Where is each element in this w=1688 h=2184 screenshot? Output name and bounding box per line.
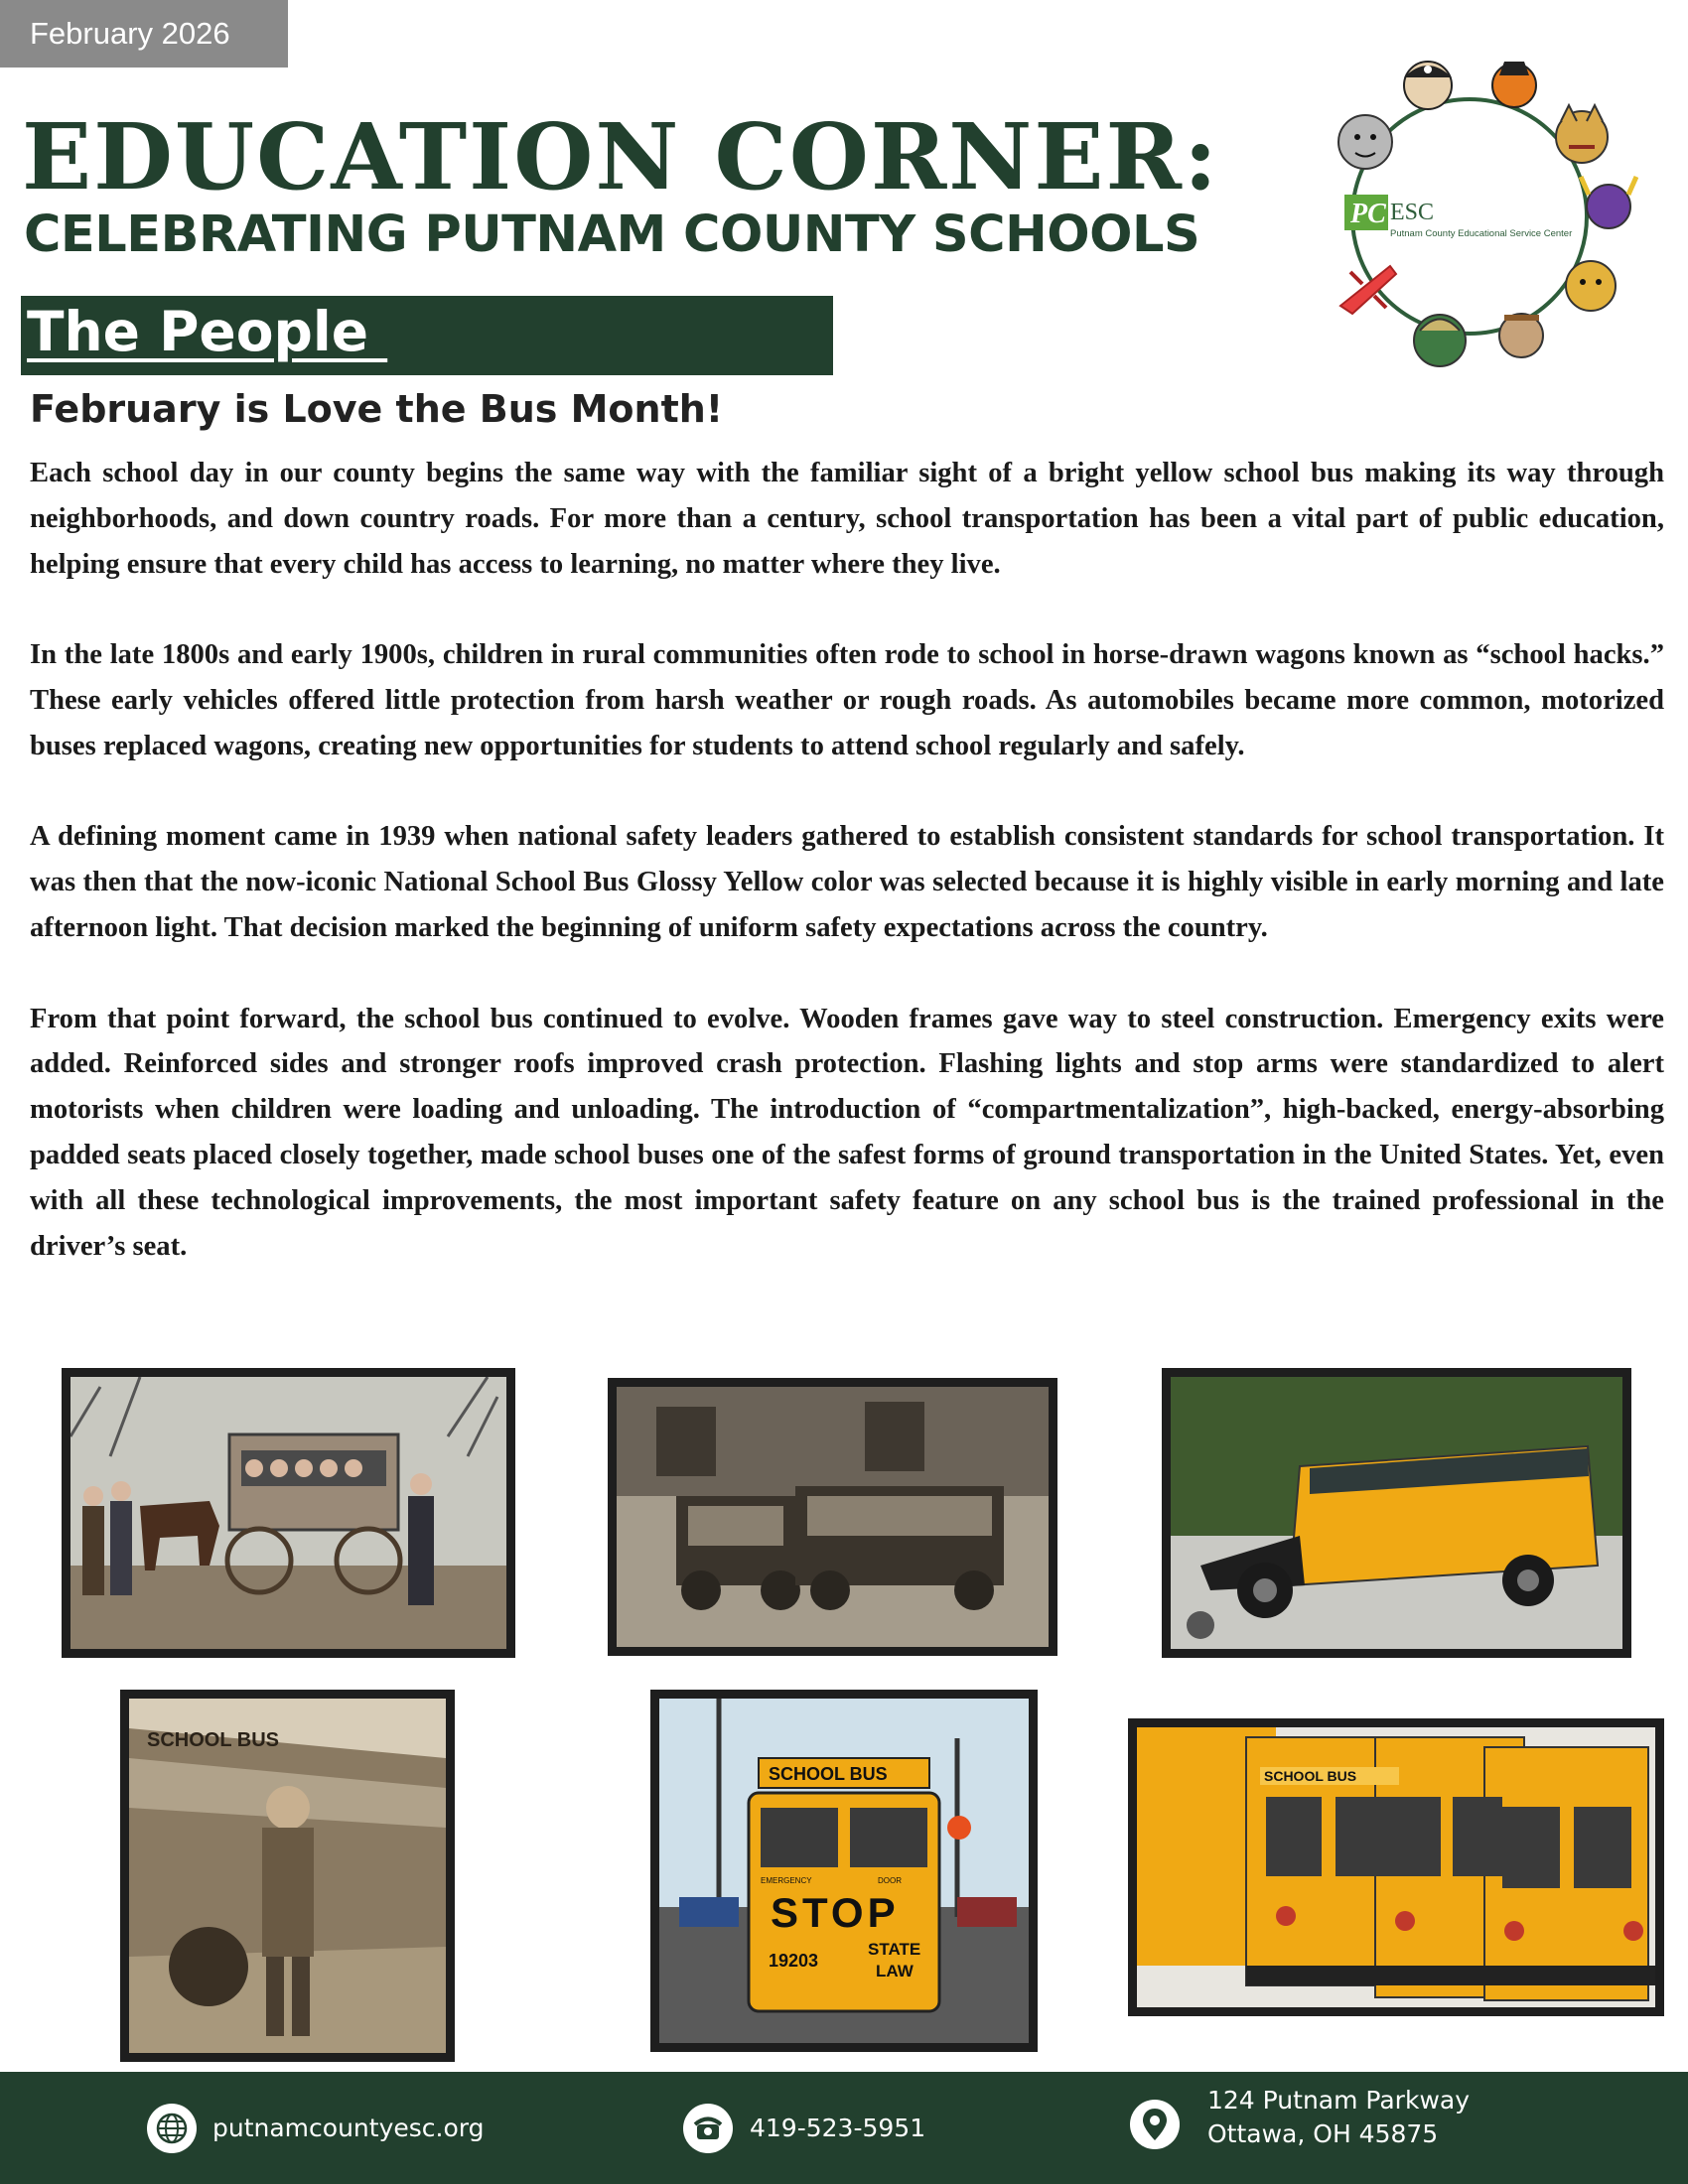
newsletter-subtitle: CELEBRATING PUTNAM COUNTY SCHOOLS <box>24 205 1200 264</box>
footer-contact-bar <box>0 2072 1688 2184</box>
section-title: The People <box>27 300 388 363</box>
mascot-pirate-icon <box>1404 62 1452 109</box>
van-law-text: LAW <box>876 1962 914 1980</box>
article-body <box>30 451 1664 1269</box>
article-paragraph: A defining moment came in 1939 when national safety leaders gathered to establish consistent standards for school transportation. It was then that the now-iconic National School Bus Glossy Yellow color was selected because it is highly visible in early morning and late afternoon light. That decision marked the beginning of uniform safety expectations across the country. <box>30 821 1664 943</box>
photo-stop-state-law-bus <box>650 1690 1038 2052</box>
mascot-wildcat-icon <box>1556 105 1608 163</box>
article-paragraph: In the late 1800s and early 1900s, children in rural communities often rode to school in horse-drawn wagons known as “school hacks.” These early vehicles offered little protection from harsh weather or rough roads. As automobiles became more common, motorized buses replaced wagons, creating new opportunities for students to attend school regularly and safely. <box>30 639 1664 761</box>
logo-org-name: Putnam County Educational Service Center <box>1390 228 1573 239</box>
mascot-warrior-icon <box>1499 314 1543 357</box>
mascot-spartan-icon <box>1414 315 1466 366</box>
van-sign-text: SCHOOL BUS <box>769 1764 888 1784</box>
logo-abbr-esc: ESC <box>1390 200 1435 225</box>
mascot-viking-icon <box>1581 177 1636 228</box>
photo-early-motor-buses <box>608 1378 1057 1656</box>
photo-horse-drawn-school-hack <box>62 1368 515 1658</box>
van-number-text: 19203 <box>769 1951 819 1971</box>
address-line-1: 124 Putnam Parkway <box>1207 2086 1471 2115</box>
location-pin-icon <box>1130 2100 1180 2149</box>
mascot-bobcat-icon <box>1566 261 1616 311</box>
pcesc-logo <box>1301 48 1638 385</box>
logo-abbr-pc: PC <box>1350 199 1386 229</box>
website-link[interactable]: putnamcountyesc.org <box>212 2114 485 2142</box>
mascot-bulldog-icon <box>1338 115 1392 169</box>
van-emergency-text: EMERGENCY <box>761 1876 812 1885</box>
newsletter-title: EDUCATION CORNER: <box>22 103 1219 210</box>
photo-vintage-yellow-bus <box>1162 1368 1631 1658</box>
modern-sign-text: SCHOOL BUS <box>1264 1768 1357 1784</box>
article-heading: February is Love the Bus Month! <box>30 387 724 431</box>
photo-bus-driver-sepia <box>120 1690 455 2062</box>
phone-number[interactable]: 419-523-5951 <box>750 2114 926 2142</box>
section-banner <box>21 296 833 375</box>
globe-icon <box>147 2104 197 2153</box>
van-state-text: STATE <box>868 1940 921 1959</box>
article-paragraph: From that point forward, the school bus continued to evolve. Wooden frames gave way to steel construction. Emergency exits were added. Reinforced sides and stronger roofs improved crash protection. Flashing lights and stop arms were standardized to alert motorists when children were loading and unloading. The introduction of “compartmentalization”, high-backed, energy-absorbing padded seats placed closely together, made school buses one of the safest forms of ground transportation in the United States. Yet, even with all these technological improvements, the most important safety feature on any school bus is the trained professional in the driver’s seat. <box>30 1003 1664 1262</box>
photo-modern-buses <box>1128 1718 1664 2016</box>
mascot-rocket-icon <box>1492 62 1536 107</box>
van-door-text: DOOR <box>878 1876 902 1885</box>
phone-icon <box>683 2104 733 2153</box>
van-stop-text: STOP <box>771 1889 900 1936</box>
article-paragraph: Each school day in our county begins the same way with the familiar sight of a bright yellow school bus making its way through neighborhoods, and down country roads. For more than a century, school transportation has been a vital part of public education, helping ensure that every child has access to learning, no matter where they live. <box>30 458 1664 580</box>
bus-sign-text: SCHOOL BUS <box>147 1729 279 1751</box>
address-line-2: Ottawa, OH 45875 <box>1207 2119 1439 2148</box>
issue-date-tag: February 2026 <box>0 0 288 68</box>
